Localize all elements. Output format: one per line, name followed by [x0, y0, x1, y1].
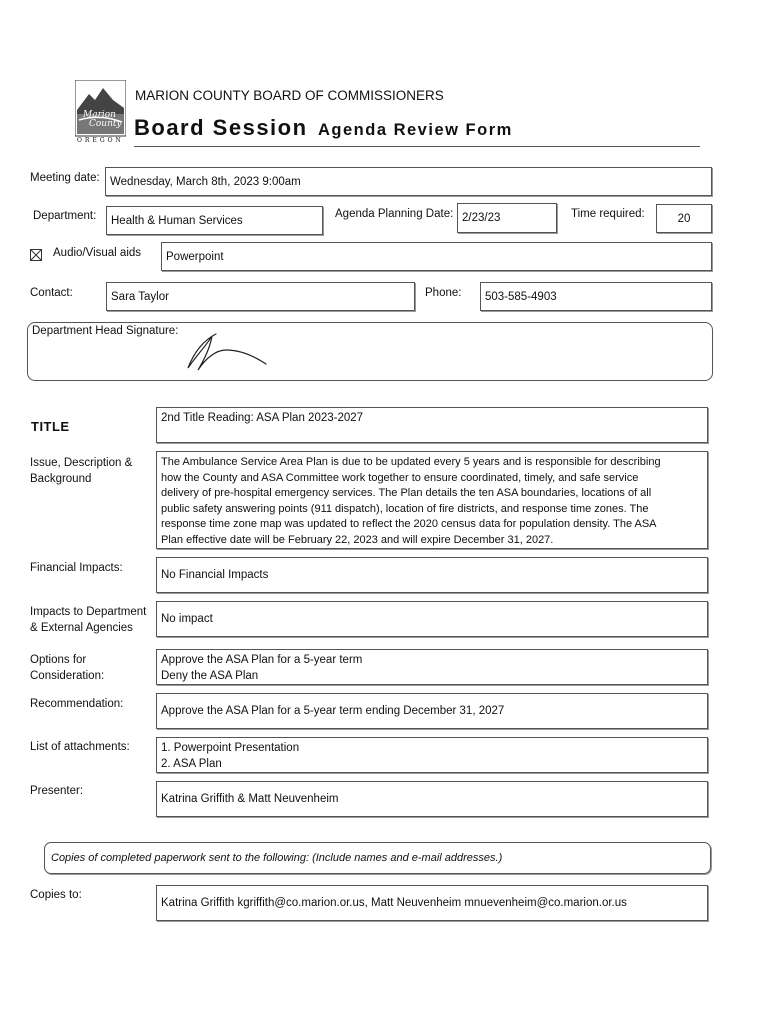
logo-text-1: Marion [83, 110, 116, 120]
copies-note: Copies of completed paperwork sent to the following: (Include names and e-mail addresses.) [51, 852, 503, 864]
issue-line: response time zone map was updated to reflect the 2020 census data for population density. The ASA [161, 518, 657, 530]
av-field[interactable]: Powerpoint [161, 242, 712, 271]
signature-image [182, 330, 272, 375]
title-main: Board Session [134, 115, 308, 140]
options-label-line: Consideration: [30, 669, 105, 682]
time-required-field[interactable]: 20 [656, 204, 712, 233]
copies-label: Copies to: [30, 889, 82, 901]
department-label: Department: [33, 210, 97, 222]
recommendation-field[interactable]: Approve the ASA Plan for a 5-year term ending December 31, 2027 [156, 693, 708, 729]
impacts-label-line: & External Agencies [30, 621, 133, 634]
option-line: Deny the ASA Plan [161, 669, 259, 682]
phone-label: Phone: [425, 287, 462, 299]
option-line: Approve the ASA Plan for a 5-year term [161, 654, 363, 666]
issue-field[interactable] [156, 451, 708, 549]
issue-line: how the County and ASA Committee work together to ensure coordinated, timely, and safe service [161, 471, 639, 484]
presenter-field[interactable]: Katrina Griffith & Matt Neuvenheim [156, 781, 708, 817]
issue-line: The Ambulance Service Area Plan is due to be updated every 5 years and is responsible for describing [161, 456, 661, 468]
copies-note-box [44, 842, 711, 874]
financial-label: Financial Impacts: [30, 562, 123, 574]
meeting-date-field[interactable]: Wednesday, March 8th, 2023 9:00am [105, 167, 712, 196]
copies-field[interactable]: Katrina Griffith kgriffith@co.marion.or.us, Matt Neuvenheim mnuevenheim@co.marion.or.us [156, 885, 708, 921]
presenter-label: Presenter: [30, 785, 84, 797]
phone-field[interactable]: 503-585-4903 [480, 282, 712, 311]
recommendation-label: Recommendation: [30, 698, 124, 710]
attachments-field[interactable] [156, 737, 708, 773]
issue-line: delivery of pre-hospital emergency services. The Plan details the ten ASA boundaries, locations of all [161, 487, 652, 499]
time-required-label: Time required: [571, 208, 645, 220]
av-checkbox[interactable] [30, 249, 42, 261]
financial-field[interactable]: No Financial Impacts [156, 557, 708, 593]
options-field[interactable] [156, 649, 708, 685]
logo-text-2: County [89, 119, 122, 129]
agenda-planning-label: Agenda Planning Date: [335, 208, 454, 220]
contact-field[interactable]: Sara Taylor [106, 282, 415, 311]
title-field[interactable]: 2nd Title Reading: ASA Plan 2023-2027 [156, 407, 708, 443]
header-rule [134, 146, 700, 147]
checkbox-x-icon [31, 250, 41, 260]
department-field[interactable]: Health & Human Services [106, 206, 323, 235]
title-sub: Agenda Review Form [318, 121, 513, 139]
options-label [30, 653, 104, 684]
impacts-label [30, 605, 146, 636]
attachment-line: 2. ASA Plan [161, 757, 222, 770]
options-label-line: Options for [30, 654, 87, 666]
issue-line: public safety answering points (911 dispatch), location of fire districts, and response time zones. The [161, 502, 649, 515]
impacts-field[interactable]: No impact [156, 601, 708, 637]
logo-text-3: OREGON [77, 137, 124, 144]
issue-label-line: Background [30, 472, 92, 485]
signature-label: Department Head Signature: [32, 325, 179, 337]
form-title [134, 115, 513, 141]
contact-label: Contact: [30, 287, 73, 299]
av-label: Audio/Visual aids [53, 247, 142, 259]
impacts-label-line: Impacts to Department [30, 606, 147, 618]
meeting-date-label: Meeting date: [30, 172, 100, 184]
issue-label [30, 456, 132, 487]
org-name: MARION COUNTY BOARD OF COMMISSIONERS [135, 88, 444, 103]
issue-line: Plan effective date will be February 22, 2023 and will expire December 31, 2027. [161, 533, 554, 546]
attachment-line: 1. Powerpoint Presentation [161, 742, 300, 754]
county-logo [75, 80, 126, 146]
title-label: TITLE [31, 419, 70, 434]
agenda-planning-field[interactable]: 2/23/23 [457, 203, 557, 233]
attachments-label: List of attachments: [30, 741, 130, 753]
issue-label-line: Issue, Description & [30, 457, 133, 469]
